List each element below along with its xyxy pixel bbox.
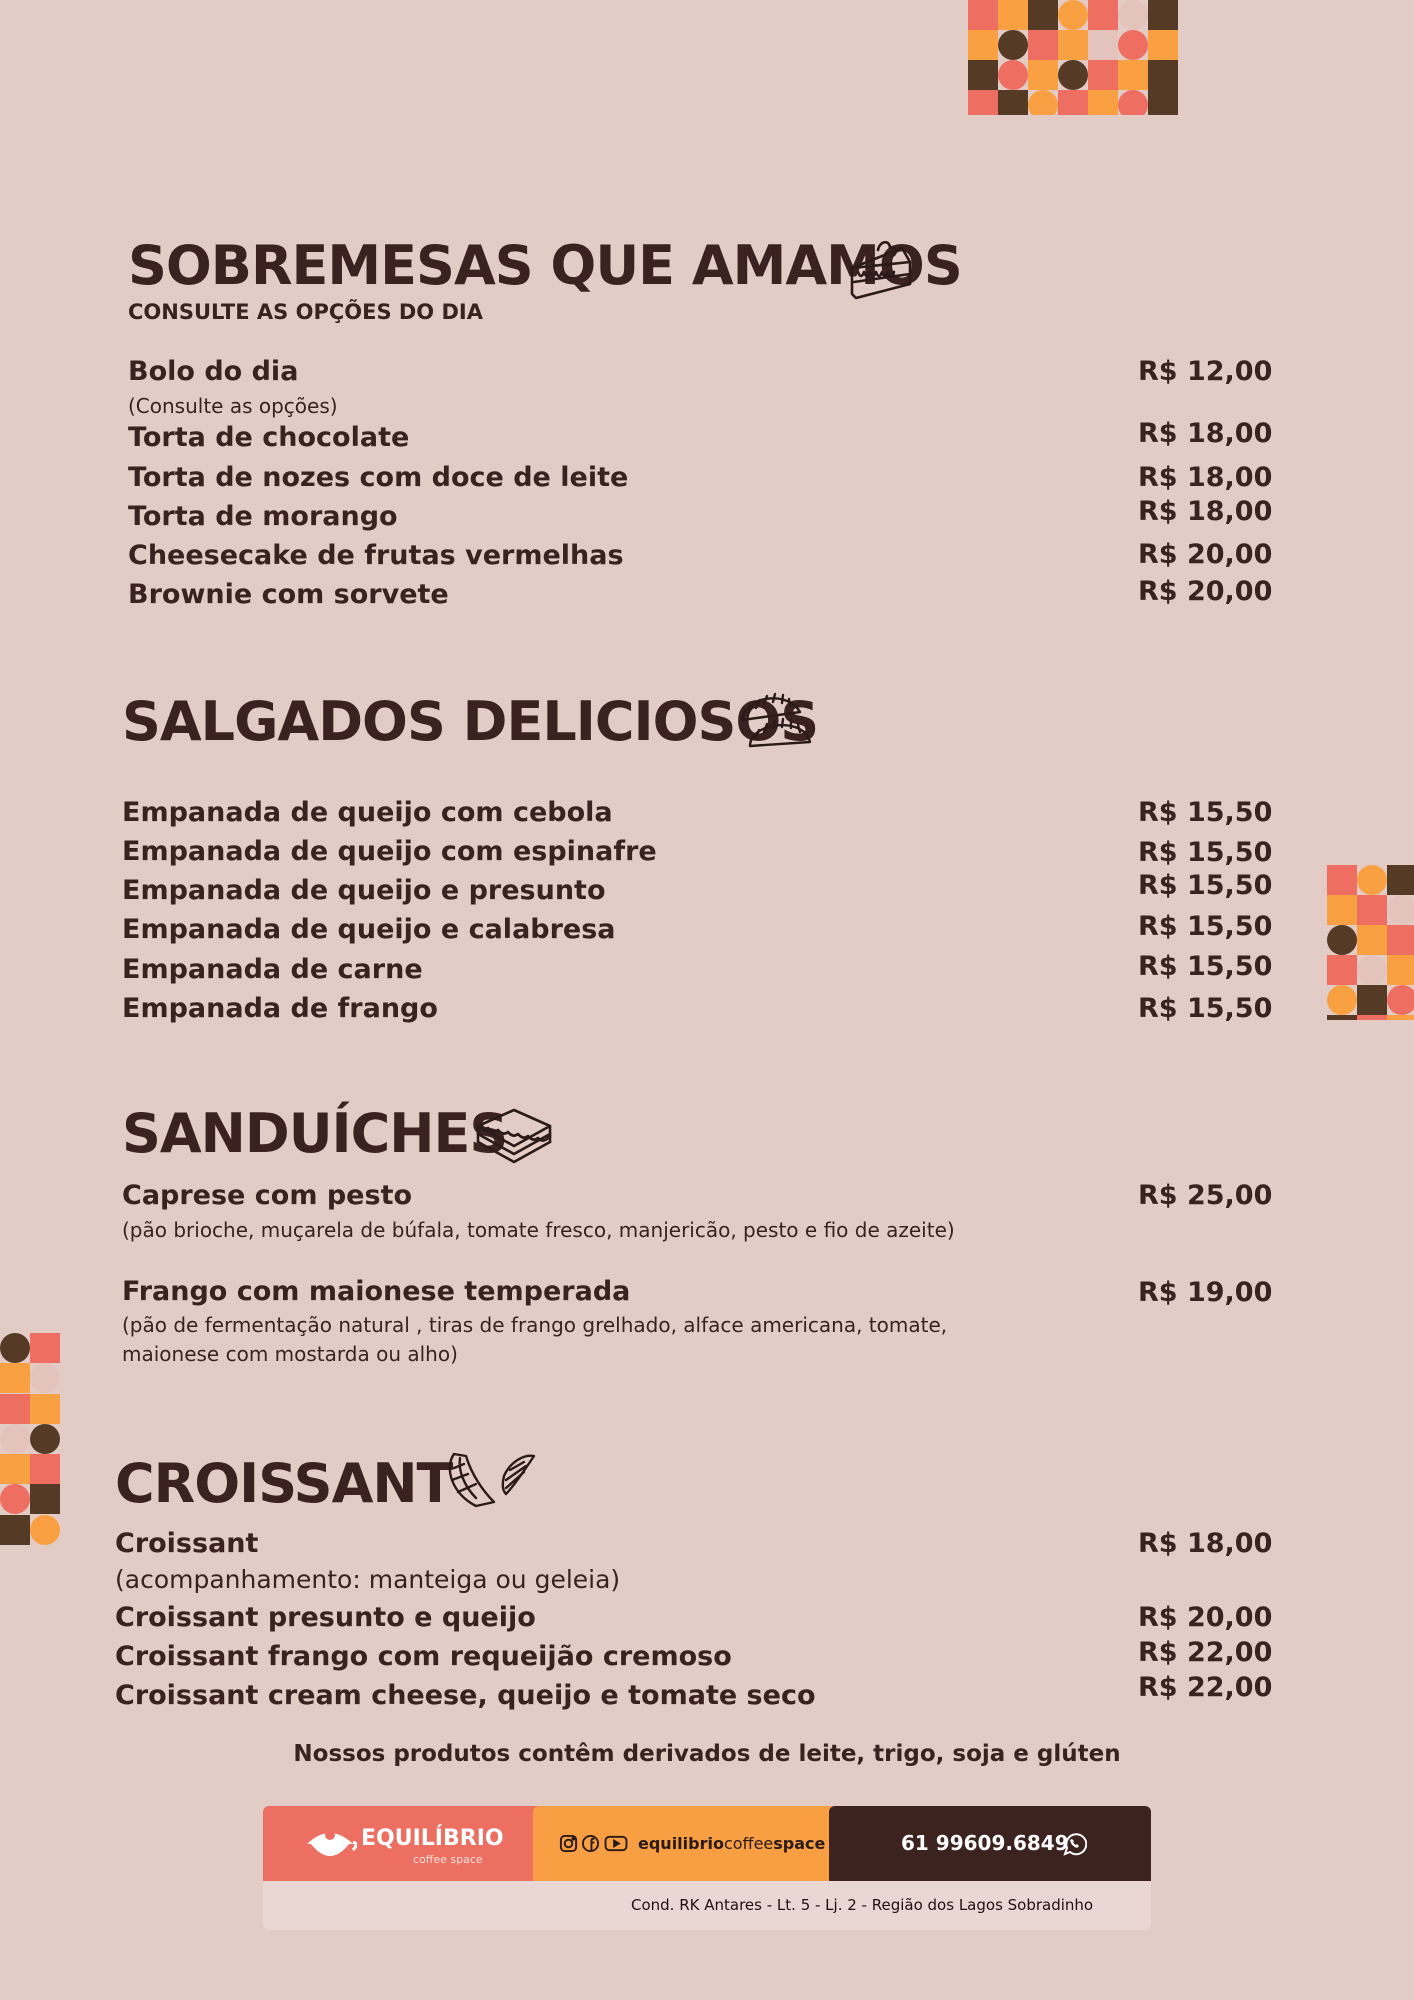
dessert-item-name: Cheesecake de frutas vermelhas (128, 540, 624, 571)
croissant-item-price: R$ 22,00 (1138, 1637, 1273, 1668)
social-handle-part1: equilibrio (638, 1834, 724, 1853)
croissant-icon (444, 1448, 540, 1510)
phone-number[interactable]: 61 99609.6849 (901, 1831, 1069, 1855)
allergen-notice: Nossos produtos contêm derivados de leite, trigo, soja e glúten (293, 1741, 1121, 1767)
dessert-item-name: Torta de morango (128, 501, 398, 532)
section-subtitle-desserts: CONSULTE AS OPÇÕES DO DIA (128, 300, 483, 324)
savory-item-name: Empanada de queijo com cebola (122, 797, 613, 828)
savory-item-price: R$ 15,50 (1138, 993, 1273, 1024)
footer-social-panel (533, 1806, 833, 1881)
savory-item-name: Empanada de frango (122, 993, 438, 1024)
decorative-pattern-top (968, 0, 1178, 115)
savory-item-name: Empanada de queijo com espinafre (122, 836, 657, 867)
dessert-item-price: R$ 18,00 (1138, 418, 1273, 449)
dessert-item-price: R$ 20,00 (1138, 539, 1273, 570)
croissant-item-price: R$ 18,00 (1138, 1528, 1273, 1559)
decorative-pattern-left (0, 1333, 61, 1545)
croissant-item-name: Croissant frango com requeijão cremoso (115, 1641, 732, 1672)
instagram-icon[interactable] (559, 1834, 578, 1853)
social-handle-part3: space (773, 1834, 826, 1853)
section-title-desserts: SOBREMESAS QUE AMAMOS (128, 234, 962, 297)
croissant-item-name: Croissant (115, 1528, 259, 1559)
section-title-sandwiches: SANDUÍCHES (122, 1102, 508, 1165)
croissant-item-price: R$ 20,00 (1138, 1602, 1273, 1633)
section-title-savory: SALGADOS DELICIOSOS (122, 690, 819, 753)
address: Cond. RK Antares - Lt. 5 - Lj. 2 - Região dos Lagos Sobradinho (631, 1896, 1094, 1914)
dessert-item-name: Bolo do dia (128, 356, 299, 387)
sandwich-item-price: R$ 25,00 (1138, 1180, 1273, 1211)
savory-item-name: Empanada de queijo e calabresa (122, 914, 616, 945)
croissant-item-name: Croissant presunto e queijo (115, 1602, 536, 1633)
dessert-item-note: (Consulte as opções) (128, 394, 338, 418)
dessert-item-price: R$ 20,00 (1138, 576, 1273, 607)
sandwich-item-name: Caprese com pesto (122, 1180, 413, 1211)
decorative-pattern-right (1327, 865, 1414, 1020)
sandwich-item-note: (pão de fermentação natural , tiras de frango grelhado, alface americana, tomate, (122, 1313, 948, 1337)
footer-contact-bar (263, 1806, 1151, 1930)
croissant-item-price: R$ 22,00 (1138, 1672, 1273, 1703)
whatsapp-icon[interactable] (1061, 1831, 1087, 1857)
dessert-item-name: Torta de chocolate (128, 422, 410, 453)
brand-name: EQUILÍBRIO (361, 1826, 504, 1851)
brand-tagline: coffee space (413, 1853, 483, 1866)
dessert-item-price: R$ 18,00 (1138, 462, 1273, 493)
savory-item-price: R$ 15,50 (1138, 837, 1273, 868)
dessert-item-name: Torta de nozes com doce de leite (128, 462, 629, 493)
youtube-icon[interactable] (603, 1834, 629, 1853)
facebook-icon[interactable] (581, 1834, 600, 1853)
footer-address-strip (263, 1881, 1151, 1930)
sandwich-item-name: Frango com maionese temperada (122, 1276, 631, 1307)
croissant-item-name: Croissant cream cheese, queijo e tomate seco (115, 1680, 816, 1711)
social-handle[interactable] (638, 1834, 825, 1853)
footer-brand-panel (263, 1806, 545, 1881)
savory-item-price: R$ 15,50 (1138, 870, 1273, 901)
savory-item-price: R$ 15,50 (1138, 951, 1273, 982)
sandwich-item-price: R$ 19,00 (1138, 1277, 1273, 1308)
empanada-icon (738, 688, 814, 750)
savory-item-name: Empanada de queijo e presunto (122, 875, 606, 906)
footer-phone-panel (829, 1806, 1151, 1881)
coffee-cup-logo-icon (303, 1826, 357, 1862)
sandwich-item-note: (pão brioche, muçarela de búfala, tomate fresco, manjericão, pesto e fio de azeite) (122, 1218, 955, 1242)
croissant-item-note: (acompanhamento: manteiga ou geleia) (115, 1565, 621, 1594)
savory-item-price: R$ 15,50 (1138, 911, 1273, 942)
cake-slice-icon (848, 232, 914, 302)
savory-item-price: R$ 15,50 (1138, 797, 1273, 828)
section-title-croissant: CROISSANT (115, 1452, 453, 1515)
social-handle-part2: coffee (723, 1834, 774, 1853)
sandwich-item-note-continued: maionese com mostarda ou alho) (122, 1342, 458, 1366)
dessert-item-price: R$ 12,00 (1138, 356, 1273, 387)
savory-item-name: Empanada de carne (122, 954, 423, 985)
sandwich-icon (474, 1106, 554, 1164)
dessert-item-price: R$ 18,00 (1138, 496, 1273, 527)
dessert-item-name: Brownie com sorvete (128, 579, 449, 610)
